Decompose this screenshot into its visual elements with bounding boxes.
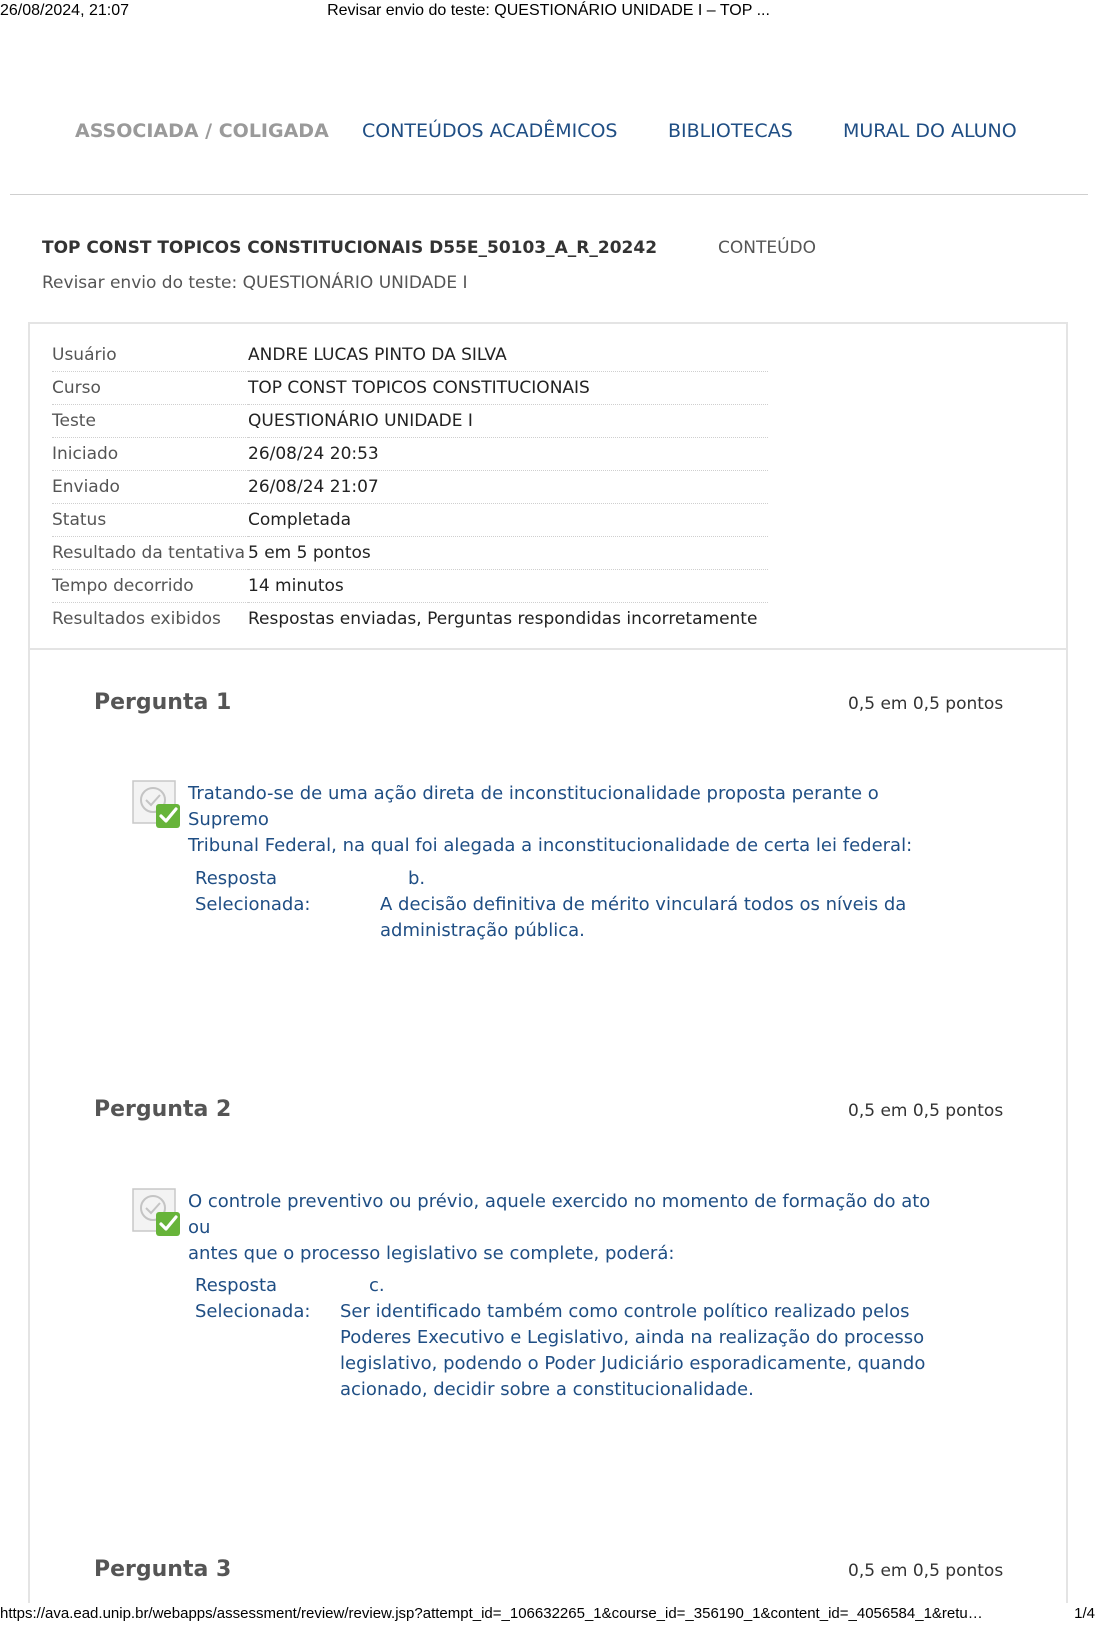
attempt-info-table <box>52 339 768 635</box>
info-value: Respostas enviadas, Perguntas respondidas incorretamente <box>248 609 758 629</box>
info-value: QUESTIONÁRIO UNIDADE I <box>248 405 768 438</box>
info-row-iniciado <box>52 438 768 471</box>
question-2-answer-text <box>340 1299 960 1403</box>
print-url: https://ava.ead.unip.br/webapps/assessment/review/review.jsp?attempt_id=_106632265_1&course_id=_356190_1&content_id=_4056584_1&retu… <box>0 1605 983 1622</box>
question-1-answer-text <box>380 892 940 944</box>
answer-text-line: Poderes Executivo e Legislativo, ainda na realização do processo <box>340 1327 925 1348</box>
info-label: Iniciado <box>52 438 248 471</box>
content-tab[interactable]: CONTEÚDO <box>718 238 817 258</box>
answer-text-line: acionado, decidir sobre a constitucionalidade. <box>340 1379 754 1400</box>
answer-label: Selecionada: <box>195 894 311 915</box>
info-row-teste <box>52 405 768 438</box>
info-value: TOP CONST TOPICOS CONSTITUCIONAIS <box>248 372 768 405</box>
nav-associada-coligada[interactable]: ASSOCIADA / COLIGADA <box>75 120 329 142</box>
page-number: 1/4 <box>1074 1605 1095 1622</box>
info-value: 26/08/24 21:07 <box>248 471 768 504</box>
question-1-title: Pergunta 1 <box>94 690 232 715</box>
answer-text-line: A decisão definitiva de mérito vinculará todos os níveis da <box>380 894 907 915</box>
info-row-resultados-exibidos <box>52 603 768 636</box>
info-label: Status <box>52 504 248 537</box>
answer-label: Selecionada: <box>195 1301 311 1322</box>
answer-text-line: administração pública. <box>380 920 585 941</box>
answer-text-line: Ser identificado também como controle político realizado pelos <box>340 1301 910 1322</box>
attempt-info-panel <box>28 322 1068 650</box>
nav-divider <box>10 194 1088 195</box>
nav-bibliotecas[interactable]: BIBLIOTECAS <box>668 120 793 142</box>
question-1-text-line: Tratando-se de uma ação direta de inconstitucionalidade proposta perante o Supremo <box>188 783 879 830</box>
question-1-text <box>188 781 958 859</box>
answer-text-line: legislativo, podendo o Poder Judiciário esporadicamente, quando <box>340 1353 926 1374</box>
question-3-points: 0,5 em 0,5 pontos <box>848 1561 1004 1581</box>
info-value: 5 em 5 pontos <box>248 537 768 570</box>
info-row-status <box>52 504 768 537</box>
correct-answer-icon <box>132 1188 182 1238</box>
print-footer <box>0 1601 1097 1627</box>
info-label: Tempo decorrido <box>52 570 248 603</box>
course-title[interactable]: TOP CONST TOPICOS CONSTITUCIONAIS D55E_50103_A_R_20242 <box>42 238 658 258</box>
top-navigation <box>0 112 1097 152</box>
question-2-text <box>188 1189 958 1267</box>
info-label: Teste <box>52 405 248 438</box>
info-row-resultado <box>52 537 768 570</box>
info-value: 26/08/24 20:53 <box>248 438 768 471</box>
question-1-text-line: Tribunal Federal, na qual foi alegada a inconstitucionalidade de certa lei federal: <box>188 835 913 856</box>
answer-label: Resposta <box>195 1275 278 1296</box>
question-2-text-line: antes que o processo legislativo se complete, poderá: <box>188 1243 675 1264</box>
info-value: ANDRE LUCAS PINTO DA SILVA <box>248 339 768 372</box>
info-label: Enviado <box>52 471 248 504</box>
info-row-tempo <box>52 570 768 603</box>
print-document-title: Revisar envio do teste: QUESTIONÁRIO UNIDADE I – TOP ... <box>327 2 770 19</box>
question-2-text-line: O controle preventivo ou prévio, aquele exercido no momento de formação do ato ou <box>188 1191 931 1238</box>
info-row-curso <box>52 372 768 405</box>
question-1-answer-letter: b. <box>408 868 426 889</box>
answer-label: Resposta <box>195 868 278 889</box>
correct-answer-icon <box>132 780 182 830</box>
page-title: Revisar envio do teste: QUESTIONÁRIO UNIDADE I <box>42 273 468 293</box>
nav-mural-do-aluno[interactable]: MURAL DO ALUNO <box>843 120 1017 142</box>
question-1-points: 0,5 em 0,5 pontos <box>848 694 1004 714</box>
info-value: 14 minutos <box>248 570 768 603</box>
info-row-usuario <box>52 339 768 372</box>
nav-conteudos-academicos[interactable]: CONTEÚDOS ACADÊMICOS <box>362 120 618 142</box>
question-2-answer-letter: c. <box>369 1275 385 1296</box>
info-label: Resultados exibidos <box>52 609 221 629</box>
info-label: Curso <box>52 372 248 405</box>
question-2-title: Pergunta 2 <box>94 1097 232 1122</box>
info-value: Completada <box>248 504 768 537</box>
info-row-enviado <box>52 471 768 504</box>
question-3-title: Pergunta 3 <box>94 1557 232 1582</box>
question-2-points: 0,5 em 0,5 pontos <box>848 1101 1004 1121</box>
print-header <box>0 0 1097 24</box>
info-label: Resultado da tentativa <box>52 537 248 570</box>
info-label: Usuário <box>52 339 248 372</box>
print-datetime: 26/08/2024, 21:07 <box>0 2 130 19</box>
